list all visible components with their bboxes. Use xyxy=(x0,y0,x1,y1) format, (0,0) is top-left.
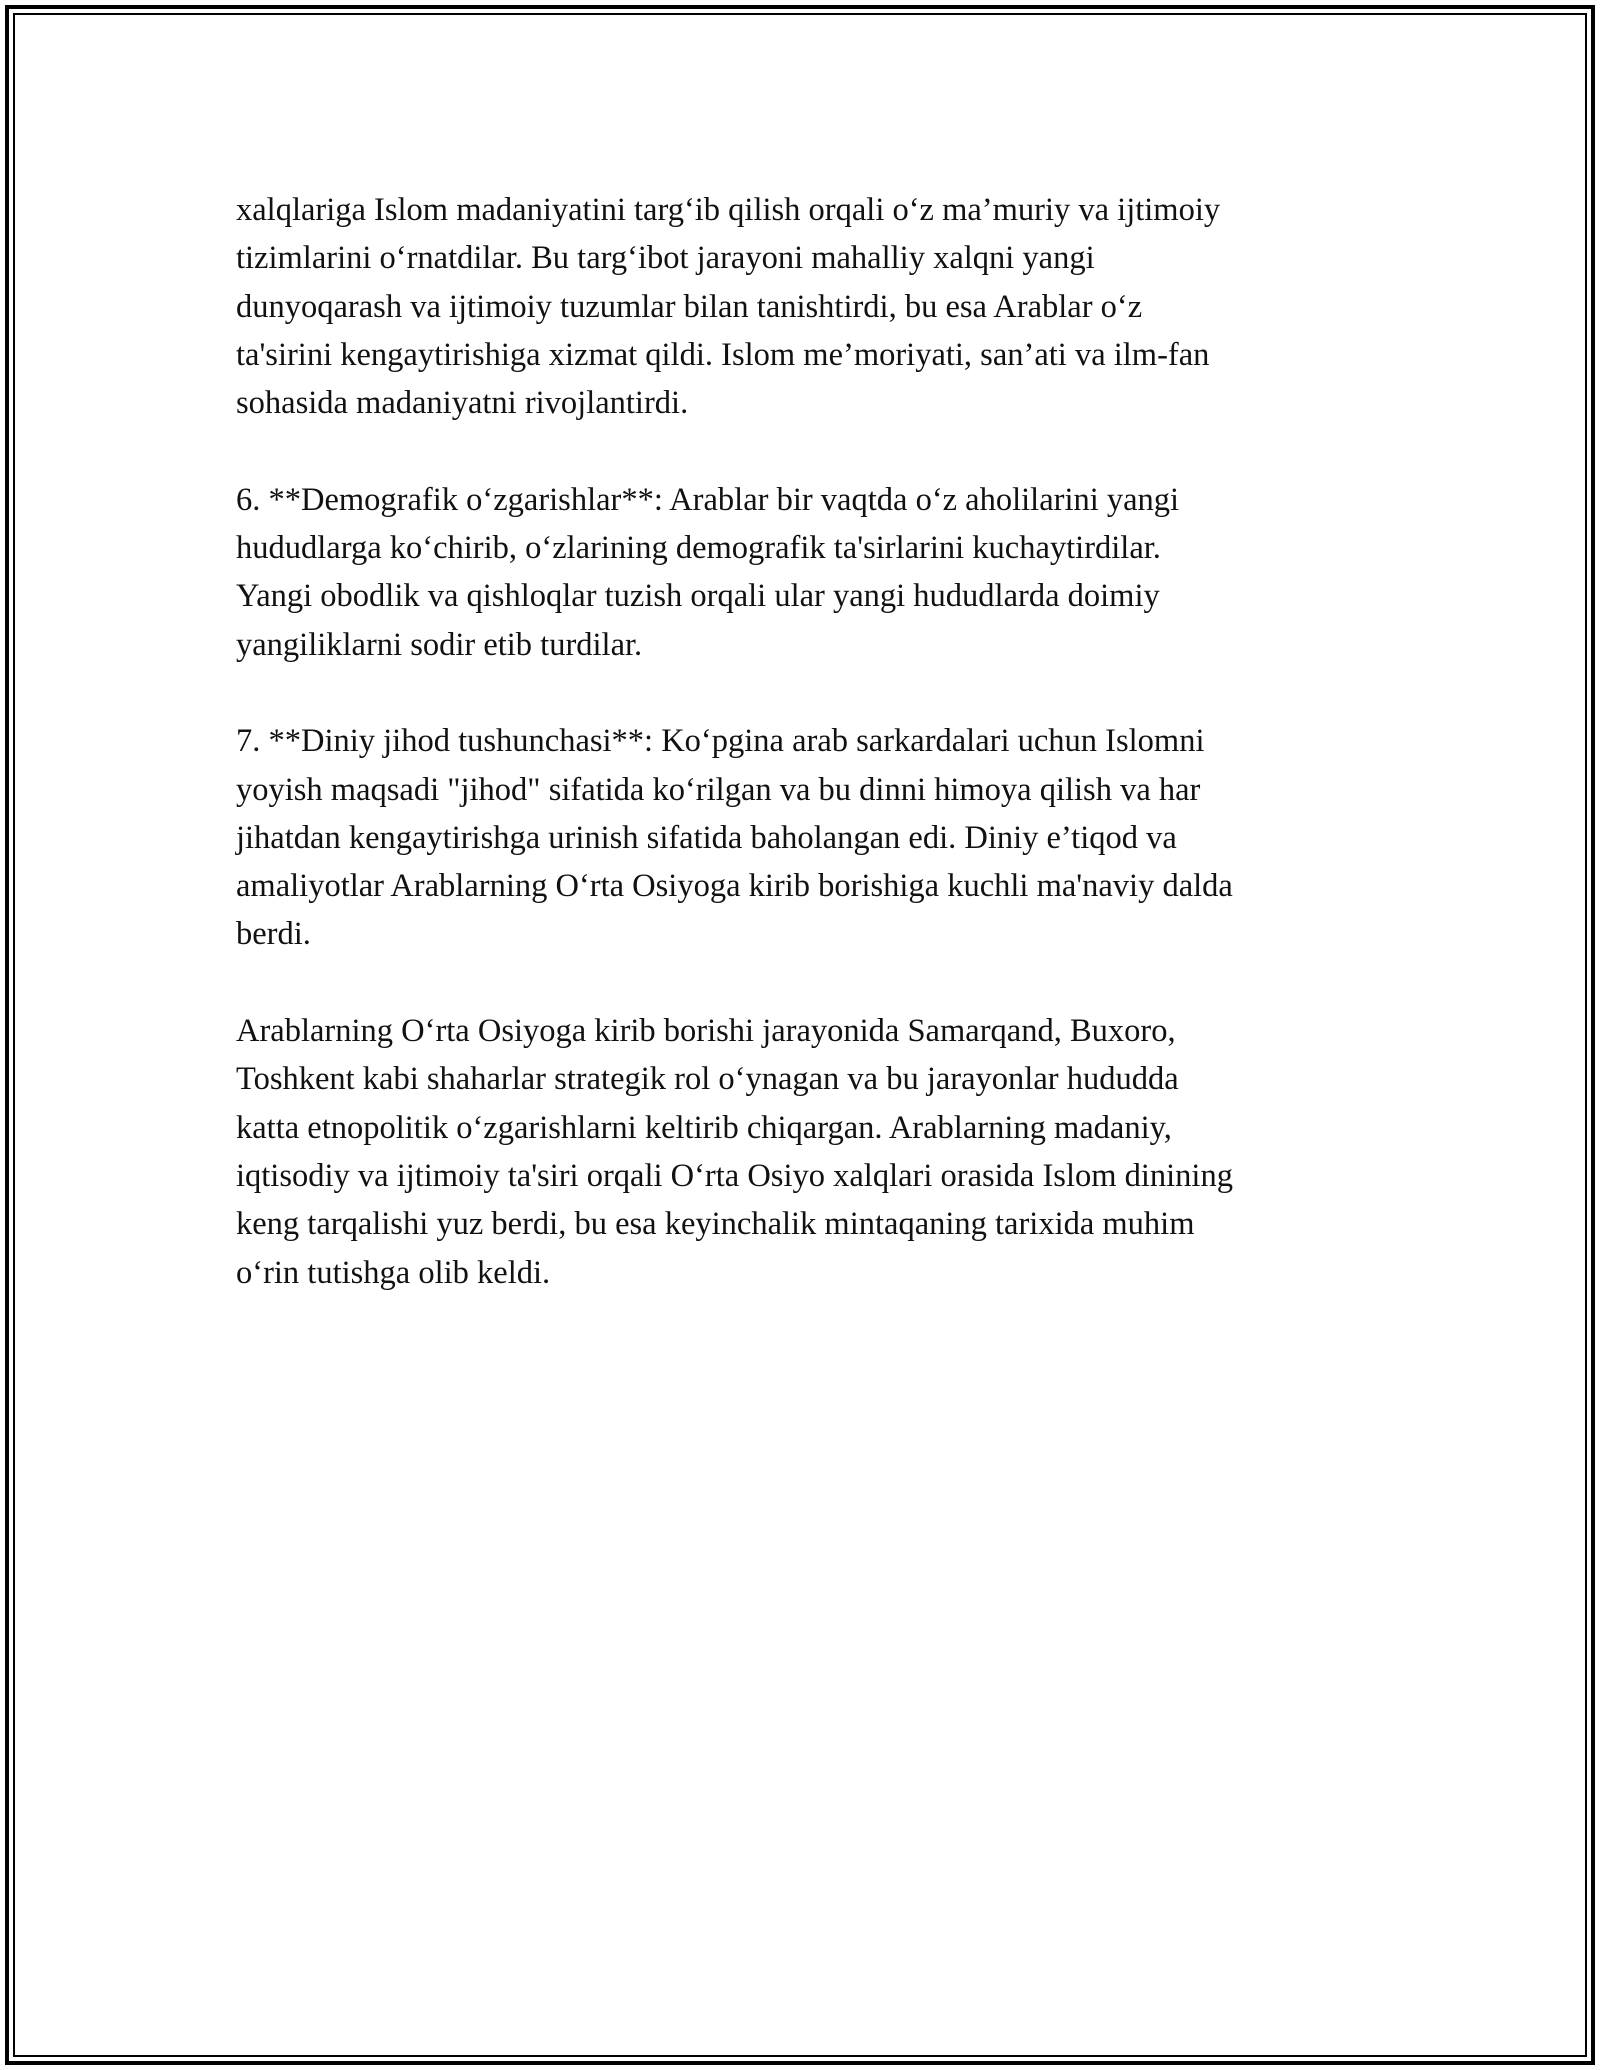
paragraph-spacer xyxy=(236,669,1386,717)
paragraph-conclusion xyxy=(236,1007,1386,1297)
text-line: iqtisodiy va ijtimoiy ta'siri orqali O‘rta Osiyo xalqlari orasida Islom dinining xyxy=(236,1157,1233,1194)
text-line: 7. **Diniy jihod tushunchasi**: Ko‘pgina arab sarkardalari uchun Islomni xyxy=(236,723,1205,760)
text-line: jihatdan kengaytirishga urinish sifatida baholangan edi. Diniy e’tiqod va xyxy=(236,819,1177,856)
text-line: yangiliklarni sodir etib turdilar. xyxy=(236,626,643,663)
text-line: o‘rin tutishga olib keldi. xyxy=(236,1254,551,1291)
text-line: berdi. xyxy=(236,916,311,953)
text-line: hududlarga ko‘chirib, o‘zlarining demografik ta'sirlarini kuchaytirdilar. xyxy=(236,530,1161,567)
paragraph-islamic-culture xyxy=(236,186,1386,427)
text-line: ta'sirini kengaytirishiga xizmat qildi. Islom me’moriyati, san’ati va ilm-fan xyxy=(236,336,1210,373)
text-line: Toshkent kabi shaharlar strategik rol o‘ynagan va bu jarayonlar hududda xyxy=(236,1061,1179,1098)
text-line: sohasida madaniyatni rivojlantirdi. xyxy=(236,385,689,422)
paragraph-spacer xyxy=(236,427,1386,475)
text-line: katta etnopolitik o‘zgarishlarni keltirib chiqargan. Arablarning madaniy, xyxy=(236,1109,1172,1146)
text-line: 6. **Demografik o‘zgarishlar**: Arablar bir vaqtda o‘z aholilarini yangi xyxy=(236,481,1180,518)
paragraph-spacer xyxy=(236,959,1386,1007)
text-line: xalqlariga Islom madaniyatini targ‘ib qilish orqali o‘z ma’muriy va ijtimoiy xyxy=(236,192,1221,228)
text-line: Arablarning O‘rta Osiyoga kirib borishi jarayonida Samarqand, Buxoro, xyxy=(236,1013,1176,1050)
text-line: yoyish maqsadi "jihod" sifatida ko‘rilgan va bu dinni himoya qilish va har xyxy=(236,771,1201,808)
paragraph-religious-jihad xyxy=(236,717,1386,958)
text-line: tizimlarini o‘rnatdilar. Bu targ‘ibot jarayoni mahalliy xalqni yangi xyxy=(236,240,1095,277)
text-line: keng tarqalishi yuz berdi, bu esa keyinchalik mintaqaning tarixida muhim xyxy=(236,1206,1195,1243)
paragraph-demographic-changes xyxy=(236,476,1386,669)
text-line: amaliyotlar Arablarning O‘rta Osiyoga kirib borishiga kuchli ma'naviy dalda xyxy=(236,868,1233,905)
document-body xyxy=(236,186,1386,1297)
text-line: Yangi obodlik va qishloqlar tuzish orqali ular yangi hududlarda doimiy xyxy=(236,578,1160,615)
text-line: dunyoqarash va ijtimoiy tuzumlar bilan tanishtirdi, bu esa Arablar o‘z xyxy=(236,288,1143,325)
